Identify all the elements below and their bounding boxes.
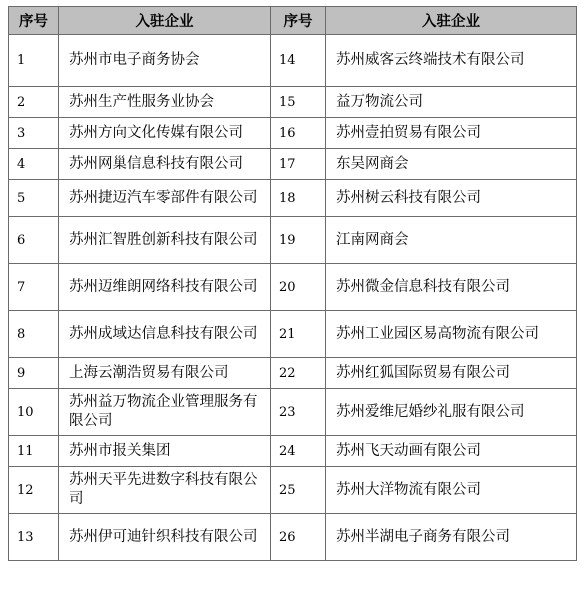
table-header-row [9, 7, 577, 35]
serial-number-cell: 20 [271, 264, 326, 311]
company-list-table-container [8, 6, 577, 561]
company-name-cell: 益万物流公司 [326, 87, 577, 118]
company-name-cell: 苏州半湖电子商务有限公司 [326, 514, 577, 561]
company-name-cell: 江南网商会 [326, 217, 577, 264]
company-name-cell: 苏州伊可迪针织科技有限公司 [59, 514, 271, 561]
company-name-cell: 上海云潮浩贸易有限公司 [59, 358, 271, 389]
table-row [9, 87, 577, 118]
company-name-cell: 苏州大洋物流有限公司 [326, 467, 577, 514]
company-name-cell: 苏州网巢信息科技有限公司 [59, 149, 271, 180]
serial-number-cell: 12 [9, 467, 59, 514]
company-name-cell: 苏州益万物流企业管理服务有限公司 [59, 389, 271, 436]
company-name-cell: 苏州威客云终端技术有限公司 [326, 35, 577, 87]
header-company-right: 入驻企业 [326, 7, 577, 35]
serial-number-cell: 14 [271, 35, 326, 87]
serial-number-cell: 21 [271, 311, 326, 358]
table-row [9, 118, 577, 149]
table-row [9, 264, 577, 311]
serial-number-cell: 22 [271, 358, 326, 389]
serial-number-cell: 18 [271, 180, 326, 217]
company-name-cell: 苏州市报关集团 [59, 436, 271, 467]
company-name-cell: 苏州壹拍贸易有限公司 [326, 118, 577, 149]
serial-number-cell: 9 [9, 358, 59, 389]
table-row [9, 180, 577, 217]
company-name-cell: 苏州捷迈汽车零部件有限公司 [59, 180, 271, 217]
company-name-cell: 苏州红狐国际贸易有限公司 [326, 358, 577, 389]
header-serial-number-right: 序号 [271, 7, 326, 35]
serial-number-cell: 11 [9, 436, 59, 467]
serial-number-cell: 8 [9, 311, 59, 358]
company-name-cell: 苏州树云科技有限公司 [326, 180, 577, 217]
table-row [9, 467, 577, 514]
table-row [9, 389, 577, 436]
serial-number-cell: 23 [271, 389, 326, 436]
company-name-cell: 东吴网商会 [326, 149, 577, 180]
serial-number-cell: 4 [9, 149, 59, 180]
company-name-cell: 苏州爱维尼婚纱礼服有限公司 [326, 389, 577, 436]
serial-number-cell: 26 [271, 514, 326, 561]
company-name-cell: 苏州微金信息科技有限公司 [326, 264, 577, 311]
header-company-left: 入驻企业 [59, 7, 271, 35]
table-row [9, 514, 577, 561]
company-name-cell: 苏州生产性服务业协会 [59, 87, 271, 118]
table-row [9, 35, 577, 87]
serial-number-cell: 7 [9, 264, 59, 311]
table-row [9, 217, 577, 264]
serial-number-cell: 13 [9, 514, 59, 561]
table-row [9, 311, 577, 358]
company-name-cell: 苏州工业园区易高物流有限公司 [326, 311, 577, 358]
serial-number-cell: 16 [271, 118, 326, 149]
serial-number-cell: 25 [271, 467, 326, 514]
company-name-cell: 苏州天平先进数字科技有限公司 [59, 467, 271, 514]
serial-number-cell: 1 [9, 35, 59, 87]
company-name-cell: 苏州飞天动画有限公司 [326, 436, 577, 467]
company-name-cell: 苏州汇智胜创新科技有限公司 [59, 217, 271, 264]
serial-number-cell: 19 [271, 217, 326, 264]
table-row [9, 149, 577, 180]
serial-number-cell: 6 [9, 217, 59, 264]
company-name-cell: 苏州迈维朗网络科技有限公司 [59, 264, 271, 311]
company-name-cell: 苏州方向文化传媒有限公司 [59, 118, 271, 149]
company-name-cell: 苏州成域达信息科技有限公司 [59, 311, 271, 358]
serial-number-cell: 24 [271, 436, 326, 467]
serial-number-cell: 3 [9, 118, 59, 149]
table-row [9, 358, 577, 389]
table-body [9, 35, 577, 561]
company-name-cell: 苏州市电子商务协会 [59, 35, 271, 87]
header-serial-number-left: 序号 [9, 7, 59, 35]
serial-number-cell: 5 [9, 180, 59, 217]
company-list-table [8, 6, 577, 561]
table-row [9, 436, 577, 467]
serial-number-cell: 2 [9, 87, 59, 118]
serial-number-cell: 15 [271, 87, 326, 118]
serial-number-cell: 10 [9, 389, 59, 436]
serial-number-cell: 17 [271, 149, 326, 180]
